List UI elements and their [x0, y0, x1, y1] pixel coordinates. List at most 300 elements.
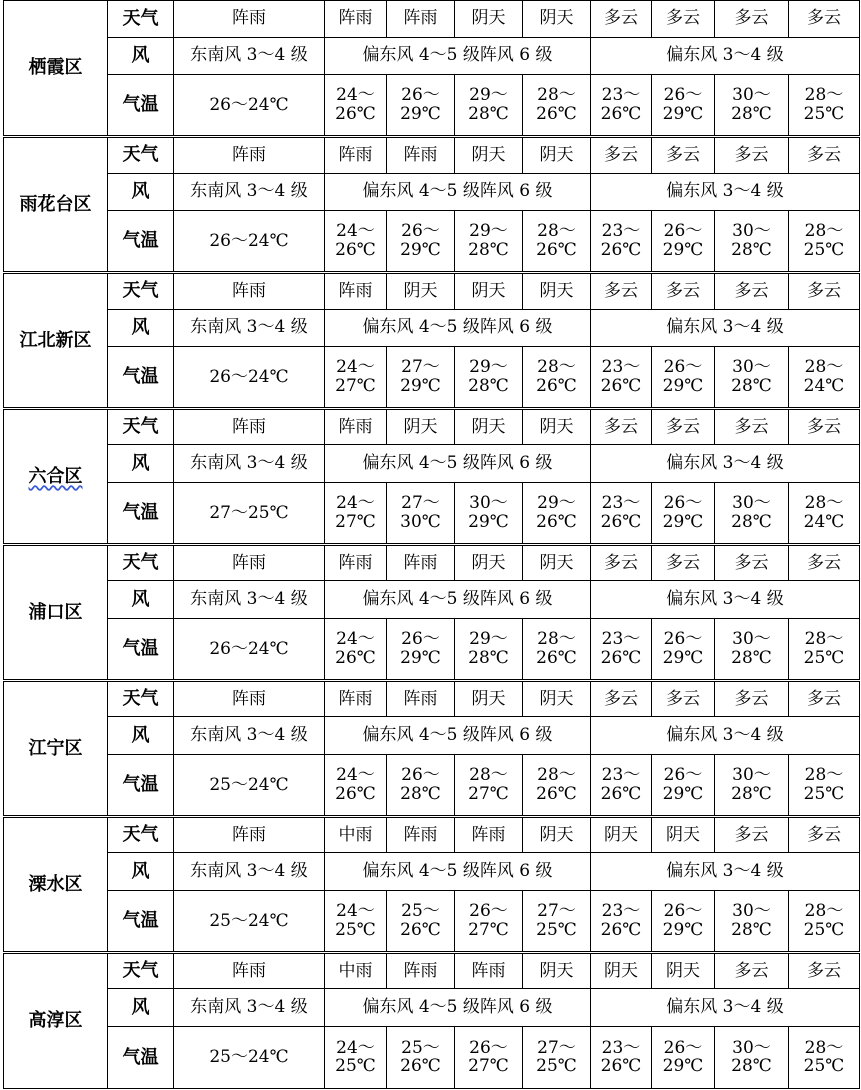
wind-row: [4, 173, 860, 211]
weather-cell: 多云: [789, 272, 860, 309]
weather-row: [4, 272, 860, 309]
temp-label: 气温: [108, 755, 174, 817]
weather-label: 天气: [108, 408, 174, 445]
weather-cell: 阴天: [523, 816, 591, 853]
wind-cell: 偏东风 4～5 级阵风 6 级: [325, 173, 591, 211]
temp-row: [4, 75, 860, 137]
temp-low: 25℃: [536, 1056, 577, 1077]
temp-cell: [715, 211, 789, 273]
weather-cell: 多云: [591, 544, 652, 581]
weather-cell: 多云: [789, 1, 860, 38]
weather-cell: 阵雨: [455, 952, 523, 989]
temp-high: 26～: [469, 1037, 508, 1058]
district-name: [4, 816, 108, 952]
temp-low: 28℃: [731, 647, 772, 668]
temp-high: 26～: [401, 221, 440, 242]
temp-high: 29～: [469, 357, 508, 378]
temp-high: 28～: [537, 765, 576, 786]
weather-forecast-table: [3, 0, 860, 1089]
wind-row: [4, 581, 860, 619]
temp-cell-day1: 26～24℃: [174, 347, 325, 409]
weather-label: 天气: [108, 1, 174, 38]
weather-cell: 阵雨: [174, 680, 325, 717]
temp-cell-day1: 25～24℃: [174, 755, 325, 817]
temp-high: 26～: [663, 901, 703, 922]
temp-cell-day1: 26～24℃: [174, 75, 325, 137]
wind-cell: 偏东风 3～4 级: [591, 37, 860, 75]
temp-low: 28℃: [731, 104, 772, 125]
wind-row: [4, 717, 860, 755]
temp-low: 25℃: [335, 919, 376, 940]
wind-cell: 偏东风 3～4 级: [591, 989, 860, 1027]
temp-high: 29～: [469, 221, 508, 242]
temp-low: 29℃: [468, 511, 509, 532]
temp-high: 30～: [732, 765, 771, 786]
temp-high: 26～: [663, 629, 703, 650]
temp-cell: [387, 75, 455, 137]
district-name-text: 六合区: [28, 465, 83, 487]
temp-cell: [715, 1026, 789, 1088]
wind-cell: 偏东风 3～4 级: [591, 309, 860, 347]
district-name-text: 江宁区: [28, 737, 83, 759]
temp-low: 26℃: [600, 647, 642, 668]
weather-cell: 多云: [591, 1, 652, 38]
temp-low: 29℃: [662, 919, 704, 940]
weather-cell: 阴天: [591, 816, 652, 853]
temp-high: 23～: [601, 221, 641, 242]
temp-high: 26～: [401, 85, 440, 106]
district-name-text: 雨花台区: [19, 193, 92, 215]
temp-cell: [325, 211, 387, 273]
temp-low: 29℃: [662, 240, 704, 261]
weather-cell: 阴天: [455, 544, 523, 581]
temp-cell: [652, 619, 715, 681]
wind-cell: 偏东风 4～5 级阵风 6 级: [325, 445, 591, 483]
weather-row: [4, 680, 860, 717]
temp-row: [4, 483, 860, 545]
wind-cell: 东南风 3～4 级: [174, 37, 325, 75]
temp-cell: [455, 211, 523, 273]
temp-high: 26～: [663, 357, 703, 378]
temp-low: 25℃: [335, 1056, 376, 1077]
weather-cell: 多云: [652, 544, 715, 581]
weather-cell: 阵雨: [325, 136, 387, 173]
temp-cell: [789, 483, 860, 545]
weather-cell: 阵雨: [174, 272, 325, 309]
temp-low: 26℃: [536, 647, 577, 668]
temp-high: 23～: [601, 85, 641, 106]
temp-low: 28℃: [731, 511, 772, 532]
temp-high: 28～: [537, 221, 576, 242]
temp-low: 28℃: [731, 919, 772, 940]
weather-cell: 阵雨: [325, 544, 387, 581]
weather-cell: 阴天: [652, 952, 715, 989]
weather-cell: 中雨: [325, 952, 387, 989]
temp-cell: [789, 347, 860, 409]
temp-cell: [523, 347, 591, 409]
wind-row: [4, 853, 860, 891]
temp-cell: [455, 619, 523, 681]
temp-cell: [591, 619, 652, 681]
weather-cell: 阴天: [591, 952, 652, 989]
temp-cell: [789, 211, 860, 273]
temp-low: 28℃: [731, 1056, 772, 1077]
temp-cell: [715, 755, 789, 817]
temp-cell: [652, 211, 715, 273]
weather-row: [4, 544, 860, 581]
temp-low: 26℃: [600, 511, 642, 532]
wind-cell: 偏东风 3～4 级: [591, 717, 860, 755]
temp-high: 28～: [804, 901, 844, 922]
weather-cell: 多云: [715, 544, 789, 581]
temp-cell: [789, 755, 860, 817]
wind-label: 风: [108, 853, 174, 891]
temp-low: 28℃: [468, 240, 509, 261]
wind-cell: 东南风 3～4 级: [174, 309, 325, 347]
weather-cell: 阵雨: [325, 1, 387, 38]
temp-low: 26℃: [600, 1056, 642, 1077]
temp-cell: [652, 755, 715, 817]
temp-low: 24℃: [803, 376, 845, 396]
temp-cell: [455, 1026, 523, 1088]
temp-low: 25℃: [803, 1056, 845, 1077]
temp-low: 29℃: [400, 376, 441, 396]
temp-high: 30～: [732, 357, 771, 378]
temp-low: 26℃: [600, 919, 642, 940]
temp-label: 气温: [108, 483, 174, 545]
temp-high: 26～: [663, 765, 703, 786]
temp-low: 27℃: [468, 1056, 509, 1077]
temp-high: 26～: [663, 221, 703, 242]
temp-cell: [789, 619, 860, 681]
weather-row: [4, 952, 860, 989]
district-name-text: 浦口区: [28, 601, 83, 623]
temp-high: 27～: [537, 901, 576, 922]
temp-high: 30～: [732, 221, 771, 242]
temp-cell: [455, 75, 523, 137]
wind-cell: 东南风 3～4 级: [174, 445, 325, 483]
temp-high: 28～: [469, 765, 508, 786]
weather-cell: 阵雨: [387, 816, 455, 853]
temp-high: 28～: [804, 629, 844, 650]
weather-cell: 多云: [715, 408, 789, 445]
temp-high: 26～: [401, 765, 440, 786]
temp-low: 26℃: [400, 1056, 441, 1077]
temp-high: 26～: [401, 629, 440, 650]
wind-cell: 偏东风 3～4 级: [591, 445, 860, 483]
wind-cell: 偏东风 4～5 级阵风 6 级: [325, 853, 591, 891]
temp-high: 28～: [804, 85, 844, 106]
temp-low: 26℃: [536, 783, 577, 804]
weather-cell: 多云: [715, 1, 789, 38]
wind-row: [4, 37, 860, 75]
temp-high: 30～: [732, 85, 771, 106]
temp-low: 26℃: [335, 783, 376, 804]
temp-high: 30～: [732, 629, 771, 650]
weather-row: [4, 408, 860, 445]
wind-label: 风: [108, 581, 174, 619]
forecast-body: [4, 1, 860, 1089]
temp-low: 26℃: [536, 240, 577, 261]
weather-cell: 多云: [591, 136, 652, 173]
temp-cell: [455, 755, 523, 817]
wind-label: 风: [108, 37, 174, 75]
temp-cell: [652, 890, 715, 952]
wind-cell: 东南风 3～4 级: [174, 989, 325, 1027]
temp-high: 25～: [401, 901, 440, 922]
wind-label: 风: [108, 989, 174, 1027]
weather-cell: 阴天: [387, 408, 455, 445]
temp-cell: [455, 483, 523, 545]
temp-low: 26℃: [335, 104, 376, 125]
weather-cell: 阴天: [455, 136, 523, 173]
temp-low: 28℃: [731, 783, 772, 804]
weather-cell: 中雨: [325, 816, 387, 853]
temp-cell: [715, 347, 789, 409]
temp-cell: [387, 890, 455, 952]
temp-high: 26～: [663, 85, 703, 106]
temp-low: 27℃: [335, 376, 376, 396]
wind-cell: 偏东风 4～5 级阵风 6 级: [325, 581, 591, 619]
weather-cell: 阴天: [523, 1, 591, 38]
temp-low: 29℃: [662, 104, 704, 125]
temp-low: 29℃: [662, 647, 704, 668]
temp-low: 29℃: [662, 376, 704, 396]
wind-cell: 偏东风 3～4 级: [591, 581, 860, 619]
temp-row: [4, 347, 860, 409]
temp-row: [4, 211, 860, 273]
temp-cell: [789, 1026, 860, 1088]
temp-row: [4, 890, 860, 952]
temp-high: 24～: [336, 85, 375, 106]
weather-cell: 阵雨: [174, 952, 325, 989]
temp-low: 26℃: [600, 104, 642, 125]
temp-cell: [523, 483, 591, 545]
temp-low: 29℃: [400, 647, 441, 668]
weather-row: [4, 136, 860, 173]
temp-low: 29℃: [662, 1056, 704, 1077]
temp-low: 30℃: [400, 511, 441, 532]
temp-low: 29℃: [400, 240, 441, 261]
district-name: [4, 680, 108, 816]
temp-cell: [591, 347, 652, 409]
temp-high: 28～: [804, 221, 844, 242]
temp-cell: [715, 890, 789, 952]
temp-cell: [523, 619, 591, 681]
temp-low: 28℃: [468, 647, 509, 668]
temp-low: 25℃: [536, 919, 577, 940]
weather-cell: 多云: [652, 408, 715, 445]
wind-label: 风: [108, 173, 174, 211]
temp-low: 25℃: [803, 783, 845, 804]
weather-cell: 阴天: [523, 544, 591, 581]
temp-high: 24～: [336, 765, 375, 786]
wind-row: [4, 445, 860, 483]
temp-high: 23～: [601, 629, 641, 650]
district-name-text: 高淳区: [28, 1010, 83, 1032]
weather-cell: 多云: [715, 816, 789, 853]
district-name: [4, 272, 108, 408]
temp-high: 28～: [537, 629, 576, 650]
weather-cell: 多云: [789, 136, 860, 173]
temp-low: 27℃: [335, 511, 376, 532]
temp-high: 27～: [401, 493, 440, 514]
weather-cell: 多云: [789, 952, 860, 989]
weather-cell: 多云: [591, 272, 652, 309]
temp-low: 28℃: [400, 783, 441, 804]
temp-cell: [387, 755, 455, 817]
temp-cell: [715, 483, 789, 545]
temp-low: 29℃: [662, 783, 704, 804]
temp-cell: [591, 1026, 652, 1088]
weather-cell: 多云: [652, 680, 715, 717]
temp-cell: [591, 483, 652, 545]
weather-cell: 多云: [789, 680, 860, 717]
temp-low: 27℃: [468, 919, 509, 940]
weather-cell: 多云: [715, 680, 789, 717]
temp-label: 气温: [108, 347, 174, 409]
temp-cell: [591, 211, 652, 273]
temp-high: 26～: [663, 493, 703, 514]
temp-cell: [387, 1026, 455, 1088]
weather-label: 天气: [108, 816, 174, 853]
temp-row: [4, 619, 860, 681]
temp-cell-day1: 25～24℃: [174, 890, 325, 952]
wind-cell: 东南风 3～4 级: [174, 581, 325, 619]
temp-low: 29℃: [400, 104, 441, 125]
temp-cell: [387, 483, 455, 545]
temp-high: 28～: [804, 357, 844, 378]
temp-high: 23～: [601, 901, 641, 922]
temp-label: 气温: [108, 75, 174, 137]
weather-cell: 阵雨: [325, 272, 387, 309]
weather-cell: 阴天: [523, 136, 591, 173]
temp-high: 24～: [336, 493, 375, 514]
temp-high: 29～: [537, 493, 576, 514]
temp-cell: [523, 755, 591, 817]
weather-cell: 阴天: [523, 272, 591, 309]
temp-cell-day1: 27～25℃: [174, 483, 325, 545]
temp-low: 26℃: [600, 783, 642, 804]
wind-row: [4, 989, 860, 1027]
temp-label: 气温: [108, 890, 174, 952]
district-name: [4, 408, 108, 544]
wind-cell: 偏东风 4～5 级阵风 6 级: [325, 37, 591, 75]
district-name: [4, 544, 108, 680]
temp-cell: [325, 75, 387, 137]
temp-high: 28～: [804, 1037, 844, 1058]
temp-low: 26℃: [536, 511, 577, 532]
district-name: [4, 952, 108, 1088]
weather-cell: 阵雨: [174, 544, 325, 581]
weather-cell: 阵雨: [174, 816, 325, 853]
weather-cell: 阵雨: [325, 680, 387, 717]
temp-high: 28～: [804, 493, 844, 514]
district-name-text: 溧水区: [28, 873, 83, 895]
temp-high: 29～: [469, 629, 508, 650]
temp-high: 23～: [601, 357, 641, 378]
district-name: [4, 1, 108, 137]
weather-cell: 多云: [715, 952, 789, 989]
temp-high: 26～: [663, 1037, 703, 1058]
temp-high: 23～: [601, 1037, 641, 1058]
temp-low: 28℃: [468, 376, 509, 396]
weather-cell: 阵雨: [387, 1, 455, 38]
temp-cell: [325, 347, 387, 409]
temp-label: 气温: [108, 1026, 174, 1088]
temp-low: 25℃: [803, 919, 845, 940]
wind-cell: 偏东风 4～5 级阵风 6 级: [325, 309, 591, 347]
weather-cell: 阴天: [455, 680, 523, 717]
weather-label: 天气: [108, 136, 174, 173]
weather-cell: 阵雨: [174, 408, 325, 445]
temp-cell: [325, 1026, 387, 1088]
temp-high: 23～: [601, 493, 641, 514]
temp-label: 气温: [108, 211, 174, 273]
temp-low: 26℃: [335, 647, 376, 668]
weather-cell: 阵雨: [325, 408, 387, 445]
temp-cell: [455, 890, 523, 952]
temp-cell: [325, 755, 387, 817]
weather-cell: 多云: [715, 272, 789, 309]
temp-cell: [325, 890, 387, 952]
temp-row: [4, 1026, 860, 1088]
temp-high: 28～: [537, 85, 576, 106]
weather-cell: 阴天: [387, 272, 455, 309]
temp-cell: [523, 1026, 591, 1088]
temp-high: 25～: [401, 1037, 440, 1058]
temp-cell: [523, 211, 591, 273]
temp-low: 26℃: [536, 104, 577, 125]
temp-row: [4, 755, 860, 817]
wind-cell: 偏东风 3～4 级: [591, 173, 860, 211]
wind-row: [4, 309, 860, 347]
weather-cell: 阴天: [652, 816, 715, 853]
district-name: [4, 136, 108, 272]
weather-cell: 多云: [652, 1, 715, 38]
temp-low: 24℃: [803, 511, 845, 532]
weather-cell: 阵雨: [174, 136, 325, 173]
temp-cell: [591, 755, 652, 817]
temp-low: 25℃: [803, 104, 845, 125]
district-name-text: 栖霞区: [28, 57, 83, 79]
weather-cell: 阵雨: [387, 544, 455, 581]
wind-cell: 东南风 3～4 级: [174, 717, 325, 755]
temp-cell-day1: 26～24℃: [174, 211, 325, 273]
weather-cell: 多云: [789, 816, 860, 853]
wind-cell: 东南风 3～4 级: [174, 853, 325, 891]
weather-row: [4, 816, 860, 853]
temp-cell: [715, 75, 789, 137]
weather-cell: 阴天: [523, 952, 591, 989]
temp-cell: [387, 347, 455, 409]
weather-cell: 阴天: [455, 272, 523, 309]
temp-cell: [652, 75, 715, 137]
weather-cell: 阵雨: [387, 136, 455, 173]
temp-cell: [523, 890, 591, 952]
weather-cell: 阵雨: [387, 952, 455, 989]
temp-high: 27～: [401, 357, 440, 378]
temp-high: 24～: [336, 357, 375, 378]
wind-cell: 东南风 3～4 级: [174, 173, 325, 211]
weather-cell: 阴天: [523, 680, 591, 717]
weather-row: [4, 1, 860, 38]
temp-cell: [715, 619, 789, 681]
temp-low: 26℃: [536, 376, 577, 396]
temp-cell-day1: 26～24℃: [174, 619, 325, 681]
temp-high: 24～: [336, 901, 375, 922]
temp-high: 24～: [336, 1037, 375, 1058]
